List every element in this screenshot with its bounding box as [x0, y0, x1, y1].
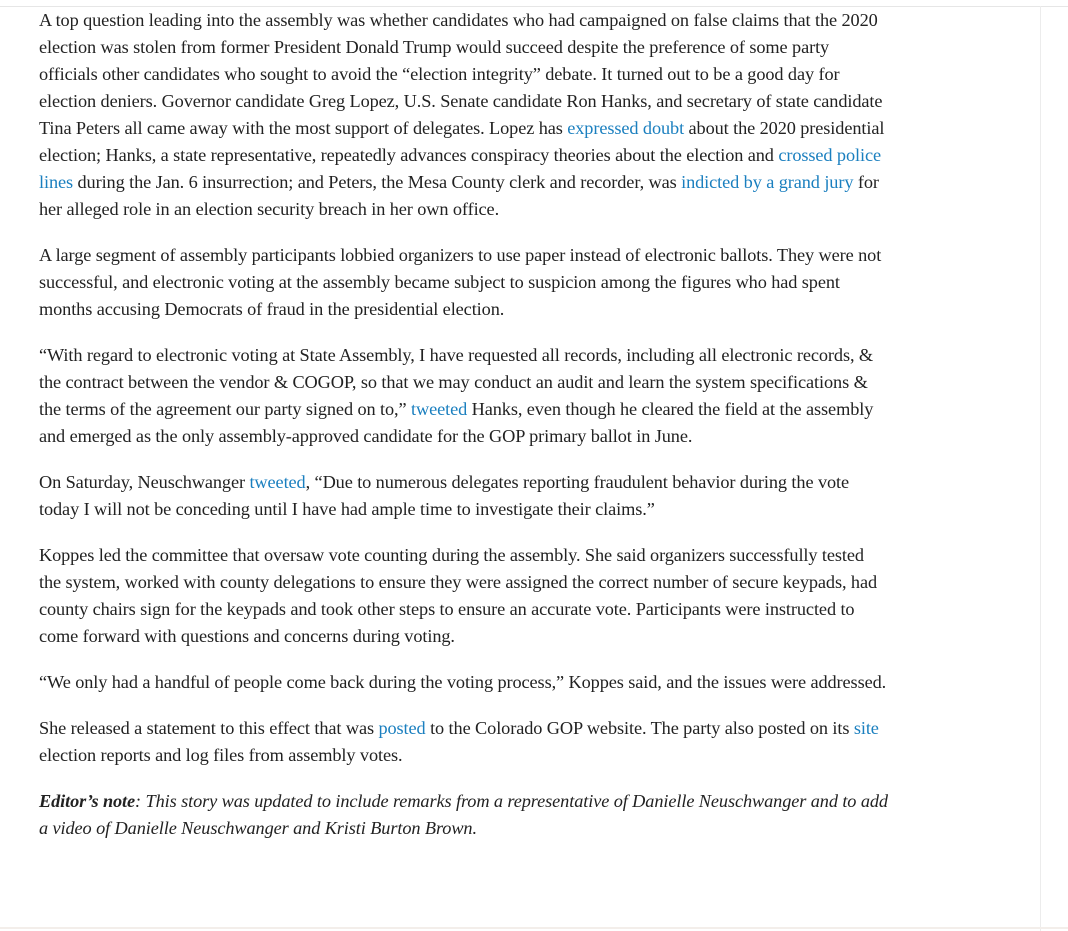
paragraph-paper-ballots: A large segment of assembly participants lobbied organizers to use paper instead of electronic ballots. They were not successful, and electronic voting at the assembly became subject to suspicion among the figures who had spent months accusing Democrats of fraud in the presidential election.: [39, 245, 882, 319]
paragraph-koppes-quote: “We only had a handful of people come back during the voting process,” Koppes said, and the issues were addressed.: [39, 672, 887, 692]
link-tweeted-hanks[interactable]: tweeted: [411, 399, 468, 419]
editor-note-label: Editor’s note: [39, 791, 136, 811]
paragraph-neuschwanger-tweet: [39, 469, 889, 523]
text-segment: A top question leading into the assembly was whether candidates who had campaigned on false claims that the 2020 election was stolen from former President Donald Trump would succeed despite the preference of some party officials other candidates who sought to avoid the “election integrity” debate. It turned out to be a good day for election deniers. Governor candidate Greg Lopez, U.S. Senate candidate Ron Hanks, and secretary of state candidate Tina Peters all came away with the most support of delegates. Lopez has: [39, 10, 883, 138]
paragraph-assembly-question: [39, 7, 889, 223]
link-tweeted-neuschwanger[interactable]: tweeted: [249, 472, 306, 492]
link-crossed-police-lines[interactable]: crossed police lines: [39, 145, 881, 192]
text-segment: , “Due to numerous delegates reporting fraudulent behavior during the vote today I will not be conceding until I have had ample time to investigate their claims.”: [39, 472, 850, 519]
text-segment: Hanks, even though he cleared the field at the assembly and emerged as the only assembly-approved candidate for the GOP primary ballot in June.: [39, 399, 874, 446]
link-expressed-doubt[interactable]: expressed doubt: [567, 118, 685, 138]
link-posted[interactable]: posted: [378, 718, 426, 738]
text-segment: She released a statement to this effect that was: [39, 718, 379, 738]
editor-note: [39, 788, 889, 842]
text-segment: during the Jan. 6 insurrection; and Peters, the Mesa County clerk and recorder, was: [73, 172, 682, 192]
text-segment: On Saturday, Neuschwanger: [39, 472, 250, 492]
bottom-divider: [0, 927, 1068, 929]
editor-note-text: : This story was updated to include remarks from a representative of Danielle Neuschwanger and to add a video of Danielle Neuschwanger and Kristi Burton Brown.: [39, 791, 888, 838]
link-indicted-by-grand-jury[interactable]: indicted by a grand jury: [681, 172, 854, 192]
right-divider: [1040, 6, 1041, 931]
text-segment: for her alleged role in an election security breach in her own office.: [39, 172, 879, 219]
link-site[interactable]: site: [853, 718, 879, 738]
paragraph-statement: [39, 715, 889, 769]
paragraph-hanks-quote: [39, 342, 889, 450]
article-body: [39, 7, 889, 861]
text-segment: to the Colorado GOP website. The party also posted on its: [425, 718, 854, 738]
text-segment: about the 2020 presidential election; Hanks, a state representative, repeatedly advances conspiracy theories about the election and: [39, 118, 885, 165]
paragraph-koppes-committee: Koppes led the committee that oversaw vote counting during the assembly. She said organizers successfully tested the system, worked with county delegations to ensure they were assigned the correct number of secure keypads, had county chairs sign for the keypads and took other steps to ensure an accurate vote. Participants were instructed to come forward with questions and concerns during voting.: [39, 545, 878, 646]
text-segment: “With regard to electronic voting at State Assembly, I have requested all records, including all electronic records, & the contract between the vendor & COGOP, so that we may conduct an audit and learn the system specifications & the terms of the agreement our party signed on to,”: [39, 345, 874, 419]
text-segment: election reports and log files from assembly votes.: [39, 745, 403, 765]
